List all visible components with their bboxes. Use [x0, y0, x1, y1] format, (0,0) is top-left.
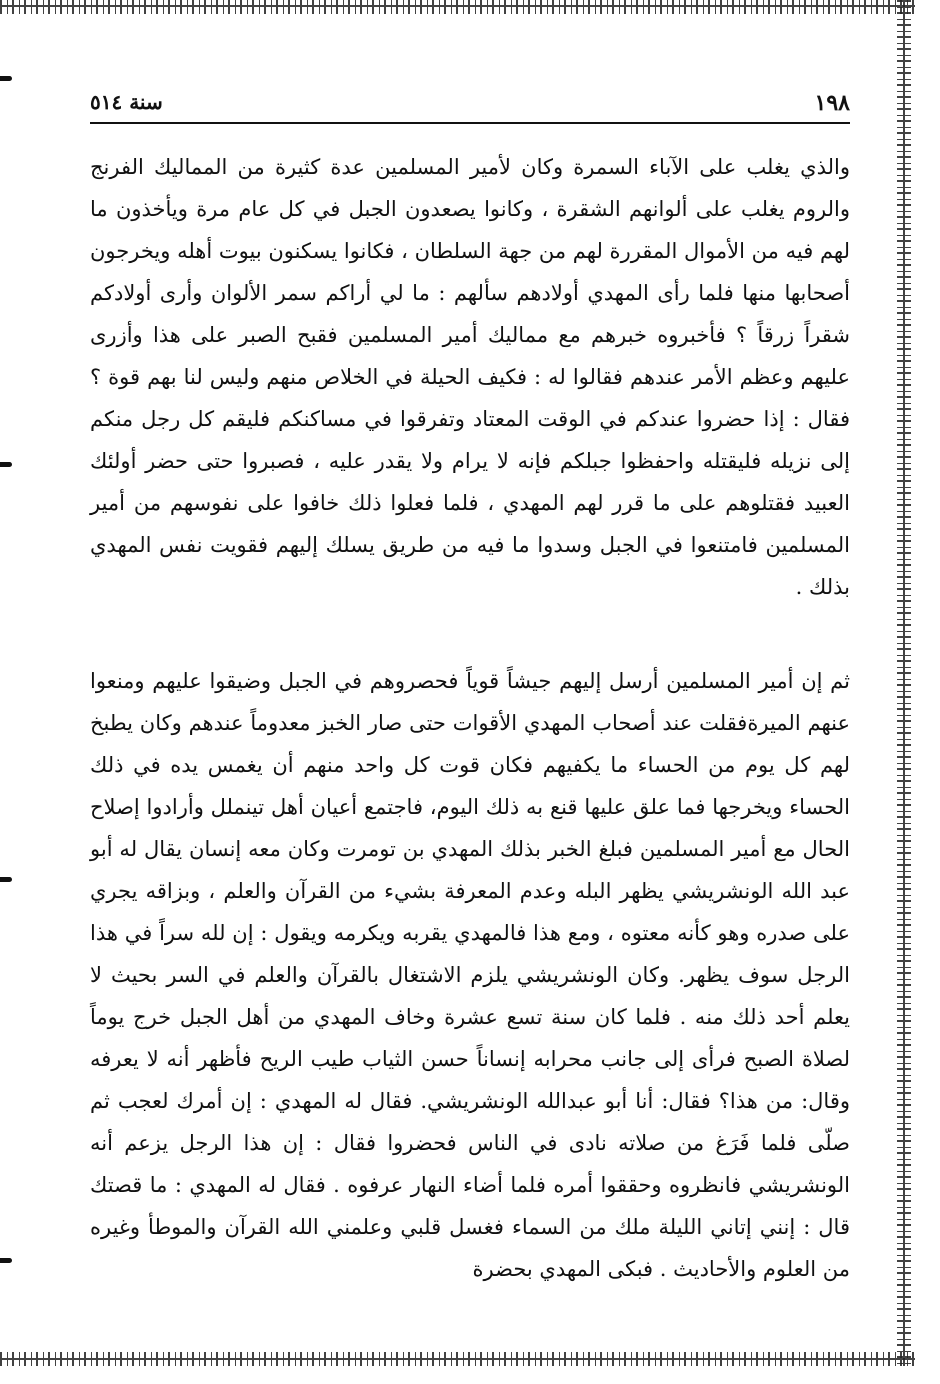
margin-mark [0, 1258, 12, 1263]
paragraph-text: والذي يغلب على الآباء السمرة وكان لأمير المسلمين عدة كثيرة من المماليك الفرنج والروم يغلب على ألوانهم الشقرة ، وكانوا يصعدون الجبل في كل عام مرة ويأخذون ما لهم فيه من الأموال المقررة لهم من جهة السلطان ، فكانوا يسكنون بيوت أهله ويخرجون أصحابها منها فلما رأى المهدي أولادهم سألهم : ما لي أراكم سمر الألوان وأرى أولادكم شقراً زرقاً ؟ فأخبروه خبرهم مع مماليك أمير المسلمين فقبح الصبر على هذا وأزرى عليهم وعظم الأمر عندهم فقالوا له : فكيف الحيلة في الخلاص منهم وليس لنا بهم قوة ؟ فقال : إذا حضروا عندكم في الوقت المعتاد وتفرقوا في مساكنكم فليقم كل رجل منكم إلى نزيله فليقتله واحفظوا جبلكم فإنه لا يرام ولا يقدر عليه ، فصبروا حتى حضر أولئك العبيد فقتلوهم على ما قرر لهم المهدي ، فلما فعلوا ذلك خافوا على نفوسهم من أمير المسلمين فامتنعوا في الجبل وسدوا ما فيه من طريق يسلك إليهم فقويت نفس المهدي بذلك . [90, 155, 851, 599]
margin-mark [0, 877, 12, 882]
margin-mark [0, 462, 12, 467]
decorative-border-bottom [0, 1352, 915, 1366]
page-number: ١٩٨ [814, 90, 850, 116]
margin-mark [0, 76, 12, 81]
paragraph-2 [90, 660, 850, 1290]
paragraph-1 [90, 146, 850, 608]
decorative-border-top [0, 0, 915, 14]
page-header [90, 86, 850, 124]
running-title: سنة ٥١٤ [90, 90, 163, 114]
decorative-border-right [897, 0, 911, 1366]
paragraph-text: ثم إن أمير المسلمين أرسل إليهم جيشاً قوياً فحصروهم في الجبل وضيقوا عليهم ومنعوا عنهم الميرةفقلت عند أصحاب المهدي الأقوات حتى صار الخبز معدوماً عندهم وكان يطبخ لهم كل يوم من الحساء ما يكفيهم فكان قوت كل واحد منهم أن يغمس يده في ذلك الحساء ويخرجها فما علق عليها قنع به ذلك اليوم، فاجتمع أعيان أهل تينملل وأرادوا إصلاح الحال مع أمير المسلمين فبلغ الخبر بذلك المهدي بن تومرت وكان معه إنسان يقال له أبو عبد الله الونشريشي يظهر البله وعدم المعرفة بشيء من القرآن والعلم ، وبزاقه يجري على صدره وهو كأنه معتوه ، ومع هذا فالمهدي يقربه ويكرمه ويقول : إن لله سراً في هذا الرجل سوف يظهر. وكان الونشريشي يلزم الاشتغال بالقرآن والعلم في السر بحيث لا يعلم أحد ذلك منه . فلما كان سنة تسع عشرة وخاف المهدي من أهل الجبل خرج يوماً لصلاة الصبح فرأى إلى جانب محرابه إنساناً حسن الثياب طيب الريح فأظهر أنه لا يعرفه وقال: من هذا؟ فقال: أنا أبو عبدالله الونشريشي. فقال له المهدي : إن أمرك لعجب ثم صلّى فلما فَرَغ من صلاته نادى في الناس فحضروا فقال : إن هذا الرجل يزعم أنه الونشريشي فانظروه وحققوا أمره فلما أضاء النهار عرفوه . فقال له المهدي : ما قصتك قال : إنني إتاني الليلة ملك من السماء فغسل قلبي وعلمني الله القرآن والموطأ وغيره من العلوم والأحاديث . فبكى المهدي بحضرة [90, 669, 851, 1281]
